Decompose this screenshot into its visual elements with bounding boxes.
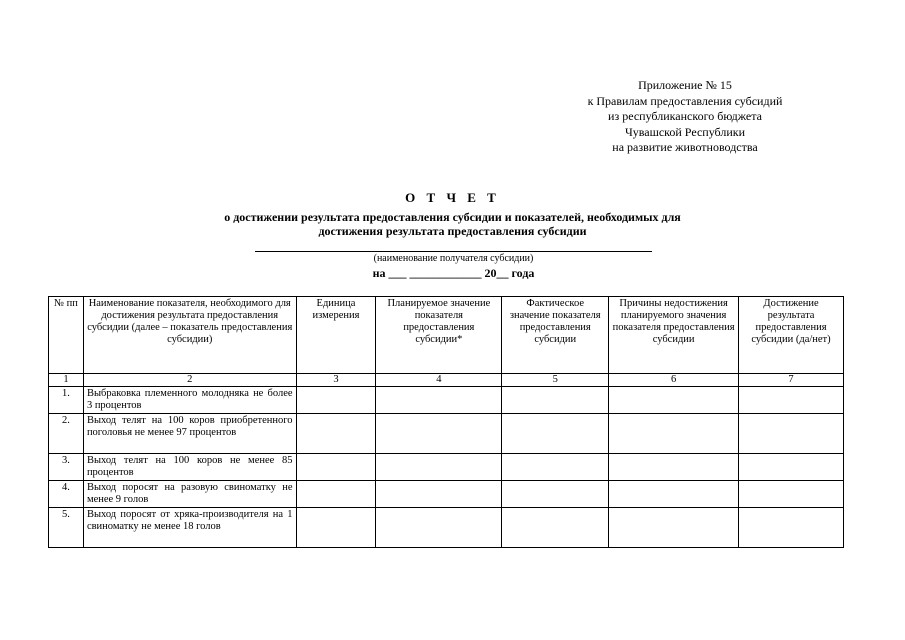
unit-cell[interactable]: [296, 387, 376, 414]
header-cell-planned: Планируемое значение показателя предоставления субсидии*: [376, 297, 502, 374]
planned-value-cell[interactable]: [376, 414, 502, 454]
reason-cell[interactable]: [609, 454, 739, 481]
report-title-block: [150, 190, 755, 238]
unit-cell[interactable]: [296, 481, 376, 508]
report-title: О Т Ч Е Т: [405, 190, 500, 205]
row-number: 4.: [49, 481, 84, 508]
reason-cell[interactable]: [609, 508, 739, 548]
header-cell-unit: Единица измерения: [296, 297, 376, 374]
actual-value-cell[interactable]: [502, 454, 609, 481]
appendix-line-5: на развитие животноводства: [612, 140, 758, 154]
table-row: [49, 481, 844, 508]
header-cell-reasons: Причины недостижения планируемого значения показателя предоставления субсидии: [609, 297, 739, 374]
achievement-cell[interactable]: [739, 414, 844, 454]
table-row: [49, 414, 844, 454]
actual-value-cell[interactable]: [502, 387, 609, 414]
table-row: [49, 454, 844, 481]
column-number: 4: [376, 374, 502, 387]
planned-value-cell[interactable]: [376, 481, 502, 508]
column-number: 7: [739, 374, 844, 387]
indicator-name: Выход телят на 100 коров не менее 85 процентов: [83, 454, 296, 481]
actual-value-cell[interactable]: [502, 414, 609, 454]
achievement-cell[interactable]: [739, 508, 844, 548]
appendix-line-4: Чувашской Республики: [624, 124, 746, 139]
table-column-numbers-row: [49, 374, 844, 387]
indicator-name: Выход телят на 100 коров приобретенного поголовья не менее 97 процентов: [83, 414, 296, 454]
actual-value-cell[interactable]: [502, 481, 609, 508]
column-number: 6: [609, 374, 739, 387]
table-row: [49, 387, 844, 414]
achievement-cell[interactable]: [739, 481, 844, 508]
table-header-row: [49, 297, 844, 374]
planned-value-cell[interactable]: [376, 508, 502, 548]
report-table: [48, 296, 844, 548]
reason-cell[interactable]: [609, 414, 739, 454]
actual-value-cell[interactable]: [502, 508, 609, 548]
indicator-name: Выход поросят на разовую свиноматку не менее 9 голов: [83, 481, 296, 508]
column-number: 3: [296, 374, 376, 387]
recipient-caption: (наименование получателя субсидии): [373, 253, 534, 264]
row-number: 2.: [49, 414, 84, 454]
row-number: 3.: [49, 454, 84, 481]
table-row: [49, 508, 844, 548]
column-number: 5: [502, 374, 609, 387]
row-number: 5.: [49, 508, 84, 548]
report-subtitle: [150, 210, 755, 238]
unit-cell[interactable]: [296, 508, 376, 548]
appendix-block: [560, 78, 810, 156]
reason-cell[interactable]: [609, 387, 739, 414]
appendix-line-1: Приложение № 15: [638, 78, 732, 92]
appendix-line-3: из республиканского бюджета: [608, 109, 762, 123]
achievement-cell[interactable]: [739, 387, 844, 414]
column-number: 1: [49, 374, 84, 387]
indicator-name: Выбраковка племенного молодняка не более 3 процентов: [83, 387, 296, 414]
unit-cell[interactable]: [296, 414, 376, 454]
indicator-name: Выход поросят от хряка-производителя на 1 свиноматку не менее 18 голов: [83, 508, 296, 548]
header-cell-achievement: Достижение результата предоставления субсидии (да/нет): [739, 297, 844, 374]
header-cell-actual: Фактическое значение показателя предоставления субсидии: [502, 297, 609, 374]
report-period: на ___ ____________ 20__ года: [372, 266, 535, 280]
header-cell-name: Наименование показателя, необходимого для достижения результата предоставления субсидии (далее – показатель предоставления субсидии): [83, 297, 296, 374]
reason-cell[interactable]: [609, 481, 739, 508]
unit-cell[interactable]: [296, 454, 376, 481]
report-subtitle-line-1: о достижении результата предоставления субсидии и показателей, необходимых для: [224, 210, 681, 224]
row-number: 1.: [49, 387, 84, 414]
recipient-fill-line: [255, 251, 652, 252]
header-cell-num: № пп: [49, 297, 84, 374]
appendix-line-2: к Правилам предоставления субсидий: [587, 93, 783, 108]
planned-value-cell[interactable]: [376, 387, 502, 414]
planned-value-cell[interactable]: [376, 454, 502, 481]
report-subtitle-line-2: достижения результата предоставления субсидии: [318, 224, 587, 238]
achievement-cell[interactable]: [739, 454, 844, 481]
column-number: 2: [83, 374, 296, 387]
